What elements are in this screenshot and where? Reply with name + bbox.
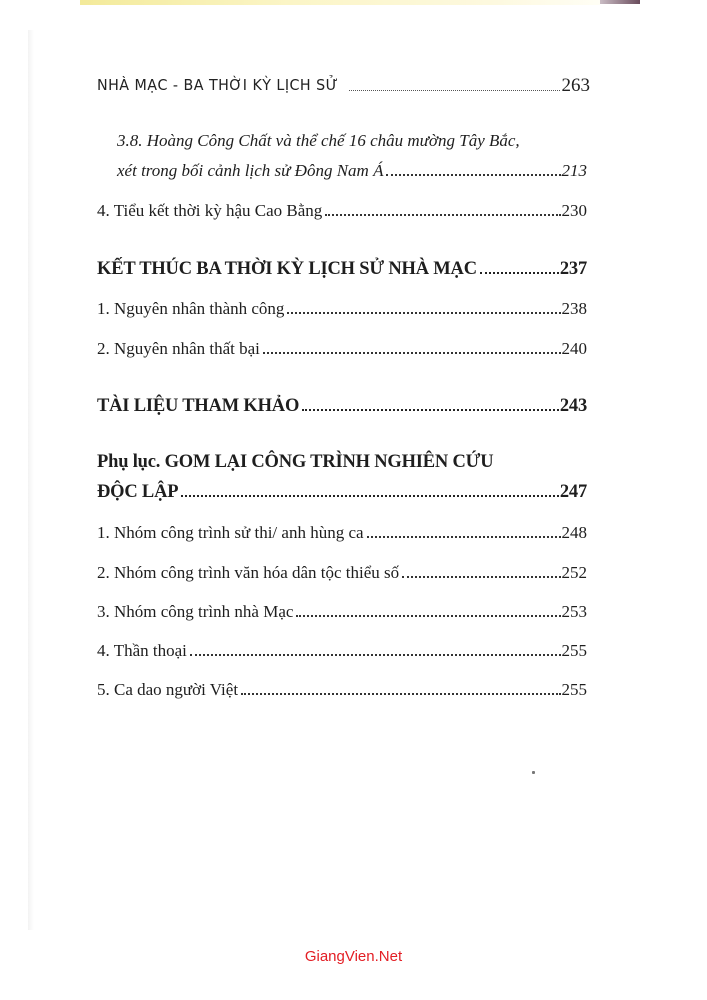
toc-entry[interactable] [117, 158, 587, 184]
running-header-page-number: 263 [561, 75, 590, 96]
toc-entry-page: 240 [561, 339, 587, 358]
toc-entry-page: 252 [561, 563, 587, 582]
toc-entry[interactable] [97, 599, 587, 625]
toc-entry-label: 2. Nguyên nhân thất bại [97, 339, 260, 358]
toc-entry-page: 255 [561, 680, 587, 699]
toc-entry-page: 248 [561, 523, 587, 542]
toc-entry[interactable] [97, 560, 587, 586]
toc-chapter-entry[interactable] [97, 393, 587, 419]
toc-entry-label: 1. Nguyên nhân thành công [97, 299, 285, 318]
toc-entry-page: 238 [561, 299, 587, 318]
toc-entry[interactable] [97, 336, 587, 362]
page-top-edge-dark [600, 0, 640, 4]
toc-entry-label-line1: 3.8. Hoàng Công Chất và thể chế 16 châu mường Tây Bắc, [117, 131, 520, 150]
dot-leader [296, 614, 560, 617]
dot-leader [349, 89, 559, 91]
toc-entry[interactable] [97, 677, 587, 703]
toc-entry-label: 4. Tiểu kết thời kỳ hậu Cao Bằng [97, 201, 323, 220]
running-header [97, 67, 590, 97]
toc-entry-page: 230 [561, 201, 587, 220]
toc-entry-page: 237 [559, 259, 587, 279]
running-header-title: NHÀ MẠC - BA THỜI KỲ LỊCH SỬ [97, 76, 339, 94]
dot-leader [287, 311, 560, 314]
toc-entry-label: TÀI LIỆU THAM KHẢO [97, 396, 300, 416]
dot-leader [325, 213, 560, 216]
dot-leader [402, 575, 560, 578]
dot-leader [386, 173, 560, 176]
toc-chapter-entry[interactable] [97, 256, 587, 282]
toc-entry-page: 255 [561, 641, 587, 660]
dot-leader [181, 494, 559, 497]
toc-entry-label: KẾT THÚC BA THỜI KỲ LỊCH SỬ NHÀ MẠC [97, 259, 477, 279]
dot-leader [302, 408, 559, 411]
toc-entry-page: 243 [559, 396, 587, 416]
toc-chapter-entry[interactable] [97, 479, 587, 505]
toc-entry-label: 3. Nhóm công trình nhà Mạc [97, 602, 294, 621]
paper-speck [532, 771, 535, 774]
toc-entry-page: 247 [559, 482, 587, 502]
toc-entry-label: ĐỘC LẬP [97, 482, 179, 502]
dot-leader [263, 351, 561, 354]
dot-leader [241, 692, 560, 695]
toc-entry-label: 2. Nhóm công trình văn hóa dân tộc thiểu số [97, 563, 400, 582]
toc-entry[interactable] [97, 520, 587, 546]
toc-entry-page: 253 [561, 602, 587, 621]
toc-entry[interactable] [97, 638, 587, 664]
toc-entry-label: 4. Thần thoại [97, 641, 187, 660]
page-top-edge [80, 0, 600, 5]
toc-entry-label: 1. Nhóm công trình sử thi/ anh hùng ca [97, 523, 364, 542]
watermark: GiangVien.Net [304, 948, 403, 965]
page-gutter-shadow [28, 30, 34, 930]
toc-entry-label: 5. Ca dao người Việt [97, 680, 239, 699]
toc-entry-label-line1: Phụ lục. GOM LẠI CÔNG TRÌNH NGHIÊN CỨU [97, 452, 494, 472]
dot-leader [367, 535, 561, 538]
toc-entry-page: 213 [561, 161, 587, 180]
dot-leader [480, 271, 559, 274]
dot-leader [190, 653, 561, 656]
toc-entry-label: xét trong bối cảnh lịch sử Đông Nam Á [117, 161, 384, 180]
toc-entry[interactable] [97, 296, 587, 322]
toc-entry[interactable] [97, 198, 587, 224]
